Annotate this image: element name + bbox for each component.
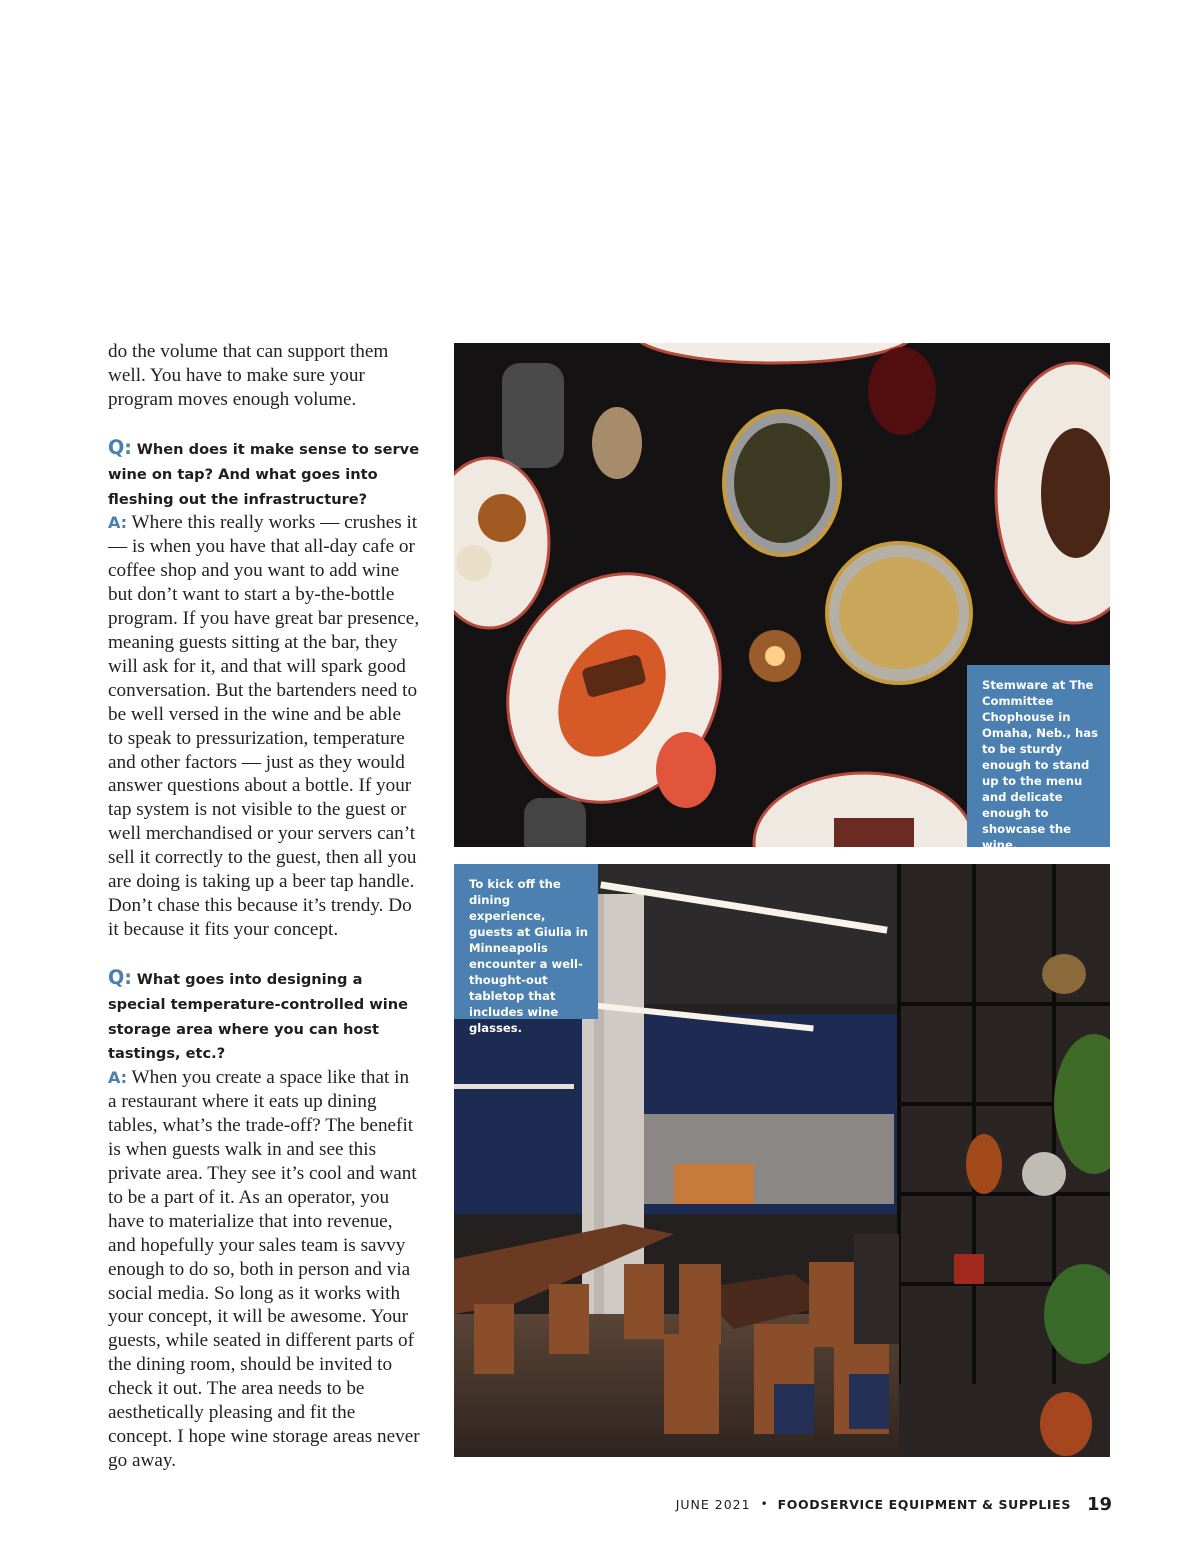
issue-date: JUNE 2021 [675,1496,751,1512]
answer-text: When you create a space like that in a restaurant where it eats up dining tables, what’s the trade-off? The benefit is when guests walk in and see this private area. They see it’s cool and want to be a part of it. As an operator, you have to materialize that into revenue, and hopefully your sales team is savvy enough to do so, both in person and via social media. So long as it works with your concept, it will be awesome. Your guests, while seated in different parts of the dining room, should be invited to check it out. The area needs to be aesthetically pleasing and fit the concept. I hope wine storage areas never go away. [108,1067,420,1471]
dining-caption: To kick off the dining experience, guests at Giulia in Minneapolis encounter a well-thought-out tabletop that includes wine glasses. [454,864,598,1019]
question-marker: Q: [108,965,132,989]
stemware-caption: Stemware at The Committee Chophouse in Omaha, Neb., has to be sturdy enough to stand up to the menu and delicate enough to showcase the wine. [967,665,1110,847]
publication-name: FOODSERVICE EQUIPMENT & SUPPLIES [777,1496,1071,1512]
intro-paragraph: do the volume that can support them well. You have to make sure your program moves enough volume. [108,341,389,410]
page-footer [676,1492,1112,1516]
answer-marker: A: [108,1068,128,1088]
qa-block-2 [108,966,420,1473]
article-body [108,340,420,1473]
footer-separator: • [760,1497,768,1511]
page-number: 19 [1086,1493,1112,1515]
qa-block-1 [108,436,420,942]
answer-text: Where this really works — crushes it — is when you have that all-day cafe or coffee shop and you want to add wine but don’t want to start a by-the-bottle program. If you have great bar presence, meaning guests sitting at the bar, they will ask for it, and that will spark good conversation. But the bartenders need to be well versed in the wine and be able to speak to pressurization, temperature and other factors — just as they would answer questions about a bottle. If your tap system is not visible to the guest or well merchandised or your servers can’t sell it correctly to the guest, then all you are doing is taking up a beer tap handle. Don’t chase this because it’s trendy. Do it because it fits your concept. [108,512,420,940]
answer-marker: A: [108,513,128,533]
question-marker: Q: [108,435,132,459]
question-text: What goes into designing a special temperature-controlled wine storage area where you can host tastings, etc.? [108,970,409,1063]
question-text: When does it make sense to serve wine on tap? And what goes into fleshing out the infrastructure? [108,440,420,508]
